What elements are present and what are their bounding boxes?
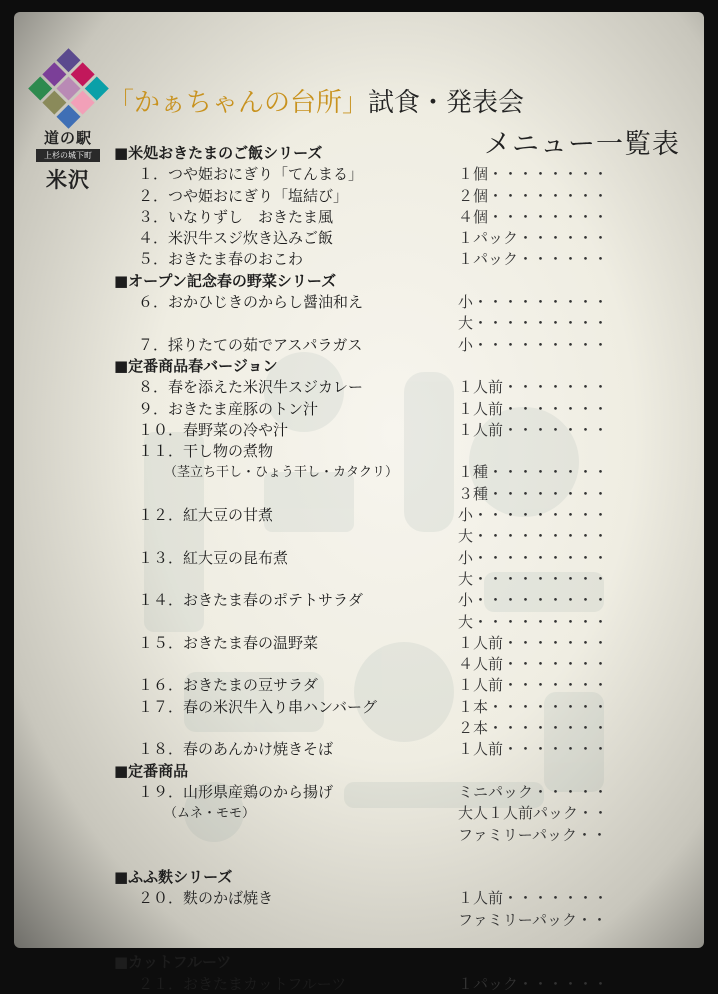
menu-item-portion: 大・・・・・・・・・ — [458, 527, 609, 546]
menu-item-portion: １人前・・・・・・・ — [458, 633, 609, 652]
logo-tiles — [28, 48, 109, 129]
menu-item-row — [98, 334, 658, 355]
section-header: ■ふふ麩シリーズ — [114, 868, 233, 887]
section-header-row — [98, 760, 658, 781]
menu-item-portion: １人前・・・・・・・ — [458, 740, 609, 759]
menu-item-row — [98, 674, 658, 695]
menu-item-name: ６．おかひじきのからし醤油和え — [138, 293, 364, 312]
menu-item-row — [98, 398, 658, 419]
title-event: 試食・発表会 — [368, 88, 525, 118]
section-header: ■定番商品 — [114, 761, 189, 780]
menu-item-name: １４．おきたま春のポテトサラダ — [138, 591, 363, 610]
menu-item-note: （ムネ・モモ） — [164, 806, 256, 822]
menu-item-row — [98, 525, 658, 546]
menu-item-portion: 小・・・・・・・・・ — [458, 591, 609, 610]
menu-item-row — [98, 802, 658, 823]
menu-item-name: ３．いなりずし おきたま風 — [138, 207, 334, 226]
menu-item-portion: １種・・・・・・・・ — [458, 463, 609, 482]
menu-item-row — [98, 227, 658, 248]
menu-item-name: １．つや姫おにぎり「てんまる」 — [138, 165, 364, 184]
menu-item-row — [98, 909, 658, 930]
menu-item-portion: １パック・・・・・・ — [458, 974, 609, 993]
menu-item-portion: １本・・・・・・・・ — [458, 697, 609, 716]
menu-item-row — [98, 568, 658, 589]
menu-item-name: １７．春の米沢牛入り串ハンバーグ — [138, 697, 377, 716]
menu-item-row — [98, 696, 658, 717]
logo-text-michinoeki: 道の駅 — [43, 129, 92, 147]
menu-item-portion: 大・・・・・・・・・ — [458, 612, 609, 631]
menu-item-name: ７．採りたての茹でアスパラガス — [138, 335, 363, 354]
menu-item-row — [98, 781, 658, 802]
section-header-row — [98, 270, 658, 291]
menu-item-name: ２．つや姫おにぎり「塩結び」 — [138, 186, 349, 205]
spacer — [98, 930, 658, 951]
logo-text-jokamachi: 上杉の城下町 — [36, 149, 100, 162]
menu-item-row — [98, 376, 658, 397]
menu-item-name: １５．おきたま春の温野菜 — [138, 633, 319, 652]
menu-item-portion: １パック・・・・・・ — [458, 250, 609, 269]
section-header: ■オープン記念春の野菜シリーズ — [114, 271, 337, 290]
menu-item-row — [98, 611, 658, 632]
page-subtitle: メニュー一覧表 — [484, 129, 680, 160]
menu-item-portion: 大・・・・・・・・・ — [458, 314, 609, 333]
menu-list — [98, 142, 658, 994]
michi-no-eki-logo — [36, 60, 100, 194]
menu-item-portion: ミニパック・・・・・ — [458, 782, 609, 801]
menu-sheet — [14, 12, 704, 993]
menu-item-row — [98, 312, 658, 333]
menu-item-portion: ４個・・・・・・・・ — [458, 207, 609, 226]
menu-item-row — [98, 717, 658, 738]
logo-text-yonezawa: 米沢 — [46, 168, 90, 192]
menu-item-row — [98, 653, 658, 674]
menu-item-row — [98, 483, 658, 504]
section-header-row — [98, 355, 658, 376]
menu-item-name: ４．米沢牛スジ炊き込みご飯 — [138, 229, 334, 248]
menu-item-portion: １人前・・・・・・・ — [458, 420, 609, 439]
menu-item-portion: 大人１人前パック・・ — [458, 804, 609, 823]
menu-item-portion: 小・・・・・・・・・ — [458, 548, 609, 567]
section-header-row — [98, 866, 658, 887]
spacer — [98, 845, 658, 866]
menu-item-portion: ファミリーパック・・ — [458, 910, 607, 929]
menu-item-row — [98, 632, 658, 653]
menu-item-row — [98, 547, 658, 568]
title-brand: 「かぁちゃんの台所」 — [108, 88, 369, 118]
menu-item-row — [98, 185, 658, 206]
menu-item-row — [98, 419, 658, 440]
menu-item-portion: １人前・・・・・・・ — [458, 378, 609, 397]
menu-item-row — [98, 461, 658, 482]
menu-item-name: ５．おきたま春のおこわ — [138, 250, 304, 269]
menu-item-row — [98, 589, 658, 610]
menu-item-name: １１．干し物の煮物 — [138, 442, 274, 461]
menu-item-row — [98, 738, 658, 759]
menu-item-name: １３．紅大豆の昆布煮 — [138, 548, 289, 567]
menu-item-portion: ファミリーパック・・ — [458, 825, 607, 844]
menu-item-name: ８．春を添えた米沢牛スジカレー — [138, 378, 364, 397]
menu-item-row — [98, 824, 658, 845]
menu-item-row — [98, 248, 658, 269]
section-header: ■カットフルーツ — [114, 953, 232, 972]
menu-item-portion: １人前・・・・・・・ — [458, 676, 609, 695]
menu-item-portion: ２個・・・・・・・・ — [458, 186, 609, 205]
menu-item-row — [98, 163, 658, 184]
section-header-row — [98, 951, 658, 972]
menu-item-row — [98, 504, 658, 525]
menu-item-name: １６．おきたまの豆サラダ — [138, 676, 318, 695]
menu-item-name: １９．山形県産鶏のから揚げ — [138, 782, 334, 801]
menu-item-name: １０．春野菜の冷や汁 — [138, 420, 289, 439]
menu-item-portion: １人前・・・・・・・ — [458, 889, 609, 908]
menu-item-portion: ４人前・・・・・・・ — [458, 655, 609, 674]
menu-item-row — [98, 973, 658, 994]
menu-item-row — [98, 440, 658, 461]
menu-item-row — [98, 206, 658, 227]
menu-item-name: １２．紅大豆の甘煮 — [138, 506, 274, 525]
menu-item-name: １８．春のあんかけ焼きそば — [138, 740, 334, 759]
menu-item-row — [98, 291, 658, 312]
menu-item-name: ９．おきたま産豚のトン汁 — [138, 399, 319, 418]
menu-item-portion: 小・・・・・・・・・ — [458, 506, 609, 525]
menu-item-name: ２１．おきたまカットフルーツ — [138, 974, 347, 993]
menu-item-portion: 小・・・・・・・・・ — [458, 293, 609, 312]
menu-item-portion: １パック・・・・・・ — [458, 229, 609, 248]
menu-item-portion: ３種・・・・・・・・ — [458, 484, 609, 503]
menu-item-portion: １個・・・・・・・・ — [458, 165, 609, 184]
menu-item-portion: 大・・・・・・・・・ — [458, 569, 609, 588]
section-header-row — [98, 142, 658, 163]
page-title — [108, 82, 524, 119]
section-header: ■定番商品春バージョン — [114, 356, 278, 375]
menu-item-note: （茎立ち干し・ひょう干し・カタクリ） — [164, 465, 399, 481]
menu-item-portion: 小・・・・・・・・・ — [458, 335, 609, 354]
menu-item-portion: １人前・・・・・・・ — [458, 399, 609, 418]
menu-item-name: ２０．麩のかば焼き — [138, 889, 274, 908]
menu-item-portion: ２本・・・・・・・・ — [458, 719, 609, 738]
menu-item-row — [98, 887, 658, 908]
section-header: ■米処おきたまのご飯シリーズ — [114, 144, 323, 162]
